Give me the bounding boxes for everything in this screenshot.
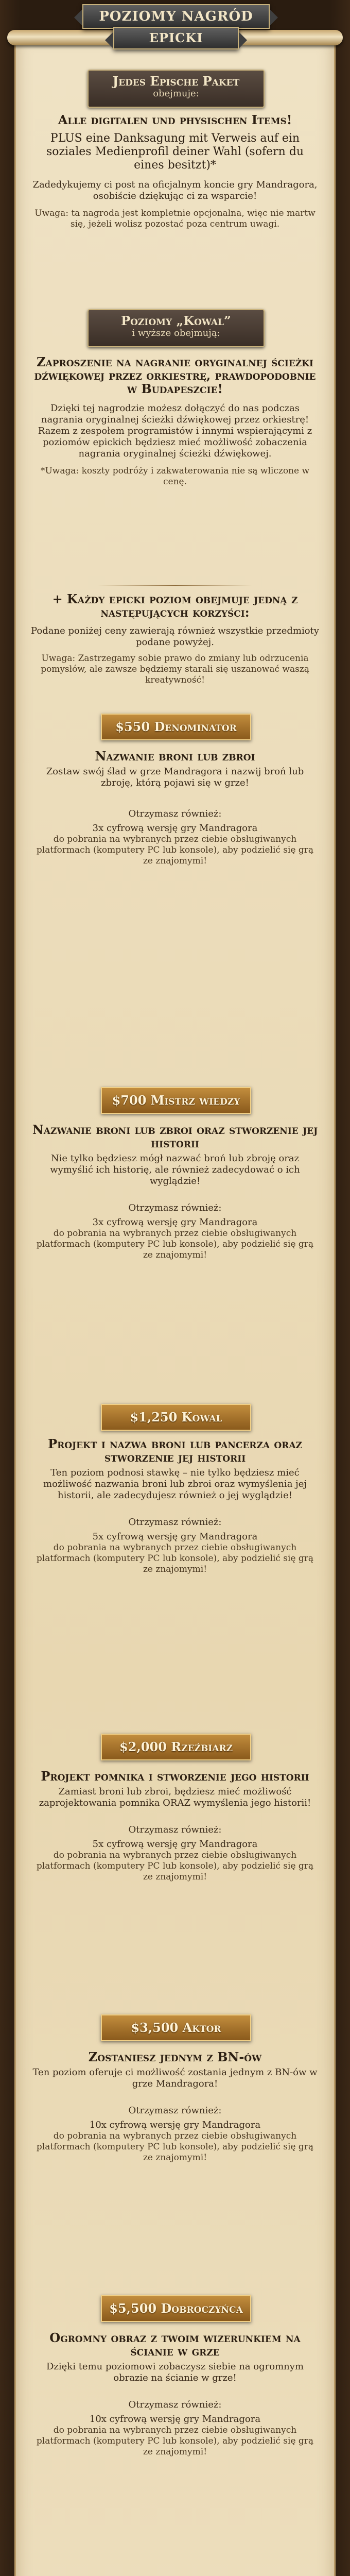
tier-denominator-block — [31, 750, 319, 867]
tier-kowal-block — [31, 1437, 319, 1575]
tier-heading: Zostaniesz jednym z BN-ów — [88, 2049, 262, 2064]
game-copies: 5x cyfrową wersję gry Mandragora — [92, 1531, 258, 1542]
tier-price: $1,250 — [130, 1410, 178, 1425]
tier-text: Dzięki temu poziomowi zobaczysz siebie na ogromnym obrazie na ścianie w grze! — [46, 2361, 304, 2383]
tier-price: $5,500 — [109, 2301, 157, 2316]
kowal-badge-title: Poziomy „Kowal” — [121, 313, 231, 328]
tier-text: Zamiast broni lub zbroi, będziesz mieć możliwość zaprojektowania pomnika ORAZ wymyślenia jego historii! — [39, 1786, 311, 1808]
tier-denominator-badge — [101, 714, 251, 740]
platform-note: do pobrania na wybranych przez ciebie obsługiwanych platformach (komputery PC lub konsole), aby podzielić się grą ze znajomymi! — [36, 1850, 314, 1882]
tier-text: Nie tylko będziesz mógł nazwać broń lub zbroję oraz wymyślić ich historię, ale również zadecydować o ich wyglądzie! — [50, 1153, 300, 1187]
tier-text: Ten poziom podnosi stawkę – nie tylko będziesz mieć możliwość nazwania broni lub zbroi oraz wymyślenia jej historii, ale zadecydujesz również o jej wyglądzie! — [43, 1467, 307, 1501]
every-epic-pack-badge — [87, 70, 265, 108]
tier-name: Denominator — [154, 719, 237, 734]
page-title-line2: EPICKI — [149, 30, 203, 45]
platform-note: do pobrania na wybranych przez ciebie obsługiwanych platformach (komputery PC lub konsole), aby podzielić się grą ze znajomymi! — [36, 834, 314, 866]
game-copies: 10x cyfrową wersję gry Mandragora — [89, 2120, 261, 2130]
tier-heading: Projekt pomnika i stworzenie jego historii — [41, 1769, 309, 1784]
intro-note: Uwaga: ta nagroda jest kompletnie opcjonalna, więc nie martw się, jeżeli wolisz pozostać poza centrum uwagi. — [34, 208, 316, 229]
kowal-heading: Zaproszenie na nagranie oryginalnej ścieżki dźwiękowej przez orkiestrę, prawdopodobnie w Budapeszcie! — [34, 354, 316, 396]
tier-text: Zostaw swój ślad w grze Mandragora i nazwij broń lub zbroję, którą pojawi się w grze! — [46, 766, 304, 788]
tier-price: $2,000 — [119, 1739, 167, 1754]
game-copies: 10x cyfrową wersję gry Mandragora — [89, 2414, 261, 2425]
tier-text: Ten poziom oferuje ci możliwość zostania jednym z BN-ów w grze Mandragora! — [32, 2067, 318, 2089]
tier-dobroczynca-badge — [101, 2295, 251, 2322]
platform-note: do pobrania na wybranych przez ciebie obsługiwanych platformach (komputery PC lub konsole), aby podzielić się grą ze znajomymi! — [36, 1228, 314, 1260]
also-received-label: Otrzymasz również: — [128, 1202, 222, 1213]
intro-thanks: Zadedykujemy ci post na oficjalnym koncie gry Mandragora, osobiście dziękując ci za wsparcie! — [32, 179, 318, 201]
tier-heading: Nazwanie broni lub zbroi oraz stworzenie jej historii — [32, 1122, 318, 1150]
also-received-label: Otrzymasz również: — [128, 2105, 222, 2116]
tier-name: Rzeźbiarz — [171, 1739, 233, 1754]
game-copies: 5x cyfrową wersję gry Mandragora — [92, 1839, 258, 1850]
also-received-label: Otrzymasz również: — [128, 1824, 222, 1835]
kowal-levels-badge — [87, 309, 265, 347]
also-received-label: Otrzymasz również: — [128, 1517, 222, 1528]
also-received-label: Otrzymasz również: — [128, 808, 222, 819]
section-divider — [98, 585, 252, 586]
badge-sub: obejmuje: — [153, 88, 199, 99]
choice-block — [31, 592, 319, 686]
tier-heading: Ogromny obraz z twoim wizerunkiem na ścianie w grze — [49, 2330, 301, 2359]
tier-mistrz-wiedzy-block — [31, 1123, 319, 1261]
tier-mistrz-wiedzy-badge — [101, 1087, 251, 1114]
tier-name: Kowal — [181, 1410, 222, 1425]
tier-name: Aktor — [182, 2020, 221, 2035]
tier-rzezbiarz-badge — [101, 1734, 251, 1760]
page-title-banner — [82, 4, 270, 29]
intro-text: PLUS eine Danksagung mit Verweis auf ein soziales Medienprofil deiner Wahl (sofern du eines besitzt)* — [46, 132, 304, 172]
choice-heading: + Każdy epicki poziom obejmuje jedną z następujących korzyści: — [52, 591, 298, 620]
tier-aktor-block — [31, 2050, 319, 2163]
choice-text: Podane poniżej ceny zawierają również wszystkie przedmioty podane powyżej. — [31, 625, 319, 648]
tier-kowal-badge — [101, 1404, 251, 1431]
kowal-section-block — [31, 355, 319, 487]
tier-heading: Projekt i nazwa broni lub pancerza oraz stworzenie jej historii — [48, 1436, 302, 1465]
tier-price: $3,500 — [131, 2020, 179, 2035]
intro-block — [31, 113, 319, 230]
tier-dobroczynca-block — [31, 2331, 319, 2458]
platform-note: do pobrania na wybranych przez ciebie obsługiwanych platformach (komputery PC lub konsole), aby podzielić się grą ze znajomymi! — [36, 1543, 314, 1574]
tier-price: $550 — [115, 719, 150, 734]
kowal-note: *Uwaga: koszty podróży i zakwaterowania nie są wliczone w cenę. — [40, 466, 310, 487]
tier-name: Dobroczyńca — [161, 2301, 243, 2316]
tier-price: $700 — [112, 1093, 147, 1108]
badge-title: Jedes Epische Paket — [112, 74, 240, 89]
tier-aktor-badge — [101, 2014, 251, 2041]
game-copies: 3x cyfrową wersję gry Mandragora — [92, 1217, 258, 1228]
tier-rzezbiarz-block — [31, 1770, 319, 1883]
platform-note: do pobrania na wybranych przez ciebie obsługiwanych platformach (komputery PC lub konsole), aby podzielić się grą ze znajomymi! — [36, 2131, 314, 2163]
tier-heading: Nazwanie broni lub zbroi — [95, 749, 255, 764]
kowal-badge-sub: i wyższe obejmują: — [132, 328, 220, 338]
also-received-label: Otrzymasz również: — [128, 2399, 222, 2410]
tier-name: Mistrz wiedzy — [150, 1093, 240, 1108]
page-title-banner-2 — [113, 27, 239, 49]
kowal-text: Dzięki tej nagrodzie możesz dołączyć do nas podczas nagrania oryginalnej ścieżki dźwiękowej przez orkiestrę! Razem z zespołem programistów i innymi wspierającymi z poziomów epickich będziesz mieć możliwość zobaczenia nagrania oryginalnej ścieżki dźwiękowej. — [38, 403, 312, 459]
game-copies: 3x cyfrową wersję gry Mandragora — [92, 823, 258, 834]
page-title-line1: POZIOMY NAGRÓD — [99, 9, 253, 24]
choice-note: Uwaga: Zastrzegamy sobie prawo do zmiany lub odrzucenia pomysłów, ale zawsze będziemy starali się uszanować waszą kreatywność! — [41, 653, 309, 685]
intro-heading: Alle digitalen und physischen Items! — [58, 112, 292, 127]
platform-note: do pobrania na wybranych przez ciebie obsługiwanych platformach (komputery PC lub konsole), aby podzielić się grą ze znajomymi! — [36, 2425, 314, 2457]
